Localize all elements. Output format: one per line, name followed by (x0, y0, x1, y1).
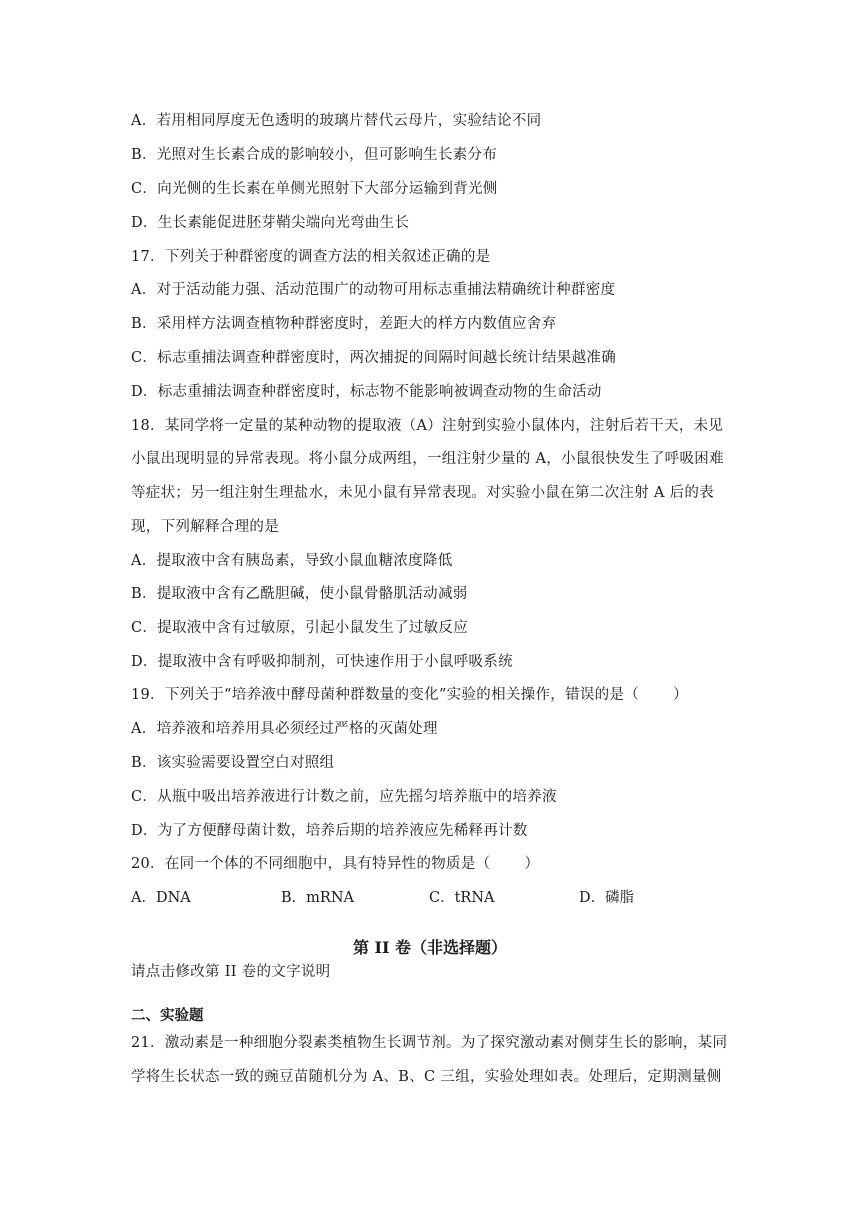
q18-stem-line-4: 现，下列解释合理的是 (131, 519, 279, 535)
q20-stem-close: ） (524, 856, 540, 872)
q17-option-a: A．对于活动能力强、活动范围广的动物可用标志重捕法精确统计种群密度 (131, 282, 616, 298)
q19-option-c: C．从瓶中吸出培养液进行计数之前，应先摇匀培养瓶中的培养液 (131, 789, 557, 805)
q19-option-b: B．该实验需要设置空白对照组 (131, 755, 335, 771)
q20-option-c: C．tRNA (429, 890, 495, 906)
q18-option-b: B．提取液中含有乙酰胆碱，使小鼠骨骼肌活动减弱 (131, 586, 468, 602)
section-heading: 二、实验题 (131, 1007, 204, 1024)
q17-stem: 17．下列关于种群密度的调查方法的相关叙述正确的是 (131, 249, 491, 265)
q20-stem-text: 20．在同一个体的不同细胞中，具有特异性的物质是（ (131, 856, 491, 872)
q19-stem-close: ） (673, 687, 688, 703)
q18-stem-line-3: 等症状；另一组注射生理盐水，未见小鼠有异常表现。对实验小鼠在第二次注射 A 后的表 (131, 485, 714, 501)
q18-stem-line-1: 18．某同学将一定量的某种动物的提取液（A）注射到实验小鼠体内，注射后若干天，未见 (131, 418, 724, 434)
q16-option-d: D．生长素能促进胚芽鞘尖端向光弯曲生长 (131, 215, 410, 231)
part2-note: 请点击修改第 II 卷的文字说明 (131, 964, 331, 980)
q20-option-a: A．DNA (131, 890, 191, 906)
part2-title: 第 II 卷（非选择题） (352, 938, 508, 957)
q19-option-d: D．为了方便酵母菌计数，培养后期的培养液应先稀释再计数 (131, 823, 528, 839)
q19-stem-text: 19．下列关于“培养液中酵母菌种群数量的变化”实验的相关操作，错误的是（ (131, 687, 640, 703)
q18-option-d: D．提取液中含有呼吸抑制剂，可快速作用于小鼠呼吸系统 (131, 654, 513, 670)
q19-option-a: A．培养液和培养用具必须经过严格的灭菌处理 (131, 721, 438, 737)
q20-options (131, 888, 751, 908)
q17-option-b: B．采用样方法调查植物种群密度时，差距大的样方内数值应舍弃 (131, 316, 557, 332)
q21-line-1: 21．激动素是一种细胞分裂素类植物生长调节剂。为了探究激动素对侧芽生长的影响，某同 (131, 1035, 728, 1051)
q17-option-c: C．标志重捕法调查种群密度时，两次捕捉的间隔时间越长统计结果越准确 (131, 350, 616, 366)
q20-option-b: B．mRNA (281, 890, 354, 906)
q18-option-a: A．提取液中含有胰岛素，导致小鼠血糖浓度降低 (131, 553, 453, 569)
q20-stem (131, 854, 539, 874)
q17-option-d: D．标志重捕法调查种群密度时，标志物不能影响被调查动物的生命活动 (131, 384, 602, 400)
q20-option-d: D．磷脂 (579, 890, 635, 906)
q19-stem (131, 685, 688, 705)
q16-option-b: B．光照对生长素合成的影响较小，但可影响生长素分布 (131, 147, 498, 163)
q16-option-a: A．若用相同厚度无色透明的玻璃片替代云母片，实验结论不同 (131, 113, 542, 129)
q21-line-2: 学将生长状态一致的豌豆苗随机分为 A、B、C 三组，实验处理如表。处理后，定期测量侧 (131, 1069, 722, 1085)
q16-option-c: C．向光侧的生长素在单侧光照射下大部分运输到背光侧 (131, 181, 498, 197)
q18-option-c: C．提取液中含有过敏原，引起小鼠发生了过敏反应 (131, 620, 468, 636)
q18-stem-line-2: 小鼠出现明显的异常表现。将小鼠分成两组，一组注射少量的 A，小鼠很快发生了呼吸困难 (131, 451, 724, 467)
